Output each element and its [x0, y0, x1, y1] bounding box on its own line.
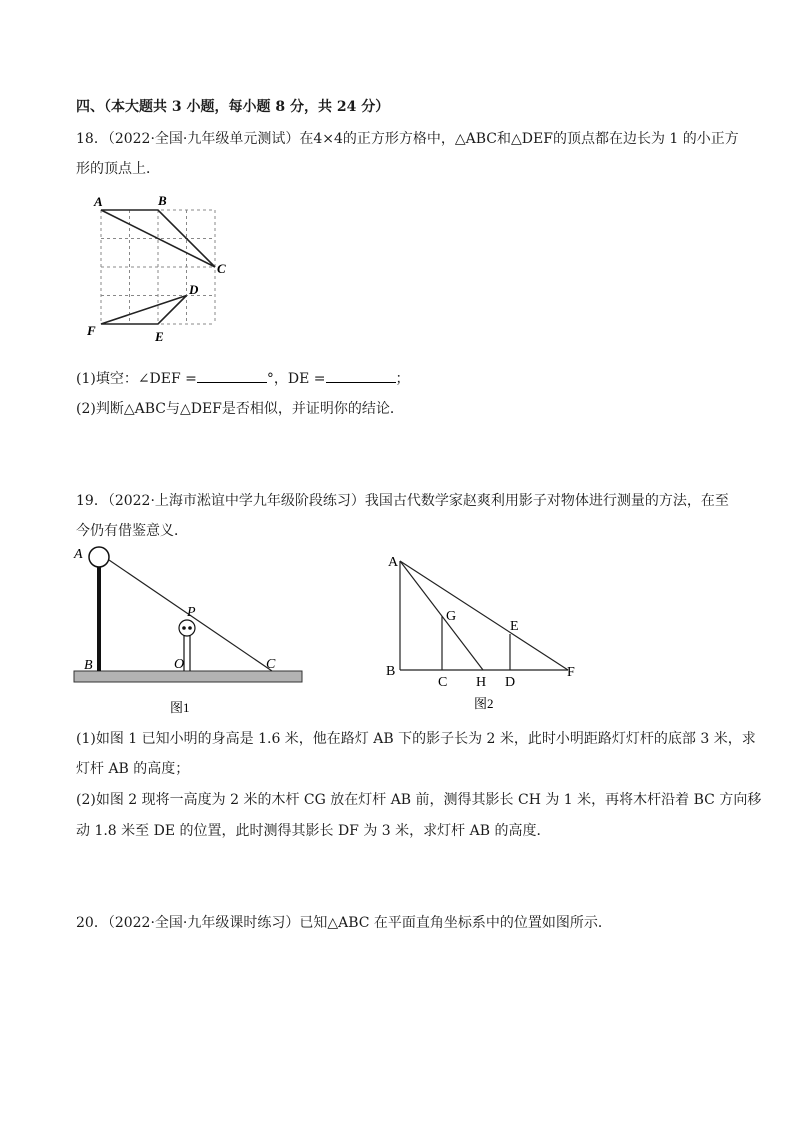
q20-stem: 20．（2022·全国·九年级课时练习）已知△ABC 在平面直角坐标系中的位置如图所示．	[76, 915, 612, 931]
q19-part2-line1: (2)如图 2 现将一高度为 2 米的木杆 CG 放在灯杆 AB 前，测得其影长 CH 为 1 米，再将木杆沿着 BC 方向移	[76, 792, 762, 808]
svg-text:图1: 图1	[170, 700, 190, 715]
q19-part2-line2: 动 1.8 米至 DE 的位置，此时测得其影长 DF 为 3 米，求灯杆 AB 的高度．	[76, 823, 551, 839]
svg-text:D: D	[505, 675, 516, 690]
svg-text:A: A	[388, 555, 399, 570]
label-b: B	[158, 193, 167, 208]
q19-stem-line1: 19．（2022·上海市淞谊中学九年级阶段练习）我国古代数学家赵爽利用影子对物体进行测量的方法，在至	[76, 493, 729, 509]
q18-part2: (2)判断△ABC与△DEF是否相似，并证明你的结论．	[76, 401, 404, 417]
svg-text:G: G	[446, 609, 457, 624]
ray-af	[400, 561, 568, 670]
label-e: E	[155, 329, 164, 344]
label-a: A	[94, 194, 103, 209]
answer-blank-de[interactable]	[326, 370, 396, 383]
q18-grid-figure	[80, 190, 240, 350]
person-head-icon	[179, 620, 195, 636]
svg-text:H: H	[476, 675, 487, 690]
label-c: C	[217, 261, 226, 276]
q18-part1-end: ；	[395, 371, 410, 387]
svg-text:B: B	[84, 658, 93, 673]
q19-stem-line2: 今仍有借鉴意义．	[76, 523, 188, 539]
q18-stem-line2: 形的顶点上．	[76, 161, 160, 177]
q18-part1-prefix: (1)填空：∠DEF =	[76, 371, 197, 387]
svg-text:C: C	[266, 657, 276, 672]
q19-part1-line2: 灯杆 AB 的高度；	[76, 761, 190, 777]
lamp-icon	[89, 547, 109, 567]
svg-text:O: O	[174, 657, 185, 672]
q19-part1-line1: (1)如图 1 已知小明的身高是 1.6 米，他在路灯 AB 下的影子长为 2 米，此时小明距路灯灯杆的底部 3 米，求	[76, 731, 756, 747]
svg-text:P: P	[187, 605, 196, 620]
ground	[74, 671, 302, 682]
answer-blank-angle[interactable]	[197, 370, 267, 383]
q18-part1-mid: °，DE =	[266, 371, 326, 387]
grid-lines	[101, 210, 215, 324]
svg-text:F: F	[567, 665, 575, 680]
svg-text:B: B	[386, 664, 396, 679]
label-d: D	[189, 282, 199, 297]
svg-text:E: E	[510, 619, 519, 634]
label-f: F	[87, 323, 96, 338]
q19-figure-2	[380, 548, 590, 718]
q18-stem-line1: 18．（2022·全国·九年级单元测试）在4×4的正方形方格中，△ABC和△DEF的顶点都在边长为 1 的小正方	[76, 131, 739, 147]
svg-text:A: A	[74, 547, 83, 562]
q18-part1	[76, 370, 410, 388]
q19-figure-1	[66, 540, 316, 720]
section-heading: 四、（本大题共 3 小题，每小题 8 分，共 24 分）	[76, 99, 390, 115]
svg-text:图2: 图2	[474, 696, 494, 711]
svg-text:C: C	[438, 675, 448, 690]
triangle-def	[101, 296, 187, 325]
